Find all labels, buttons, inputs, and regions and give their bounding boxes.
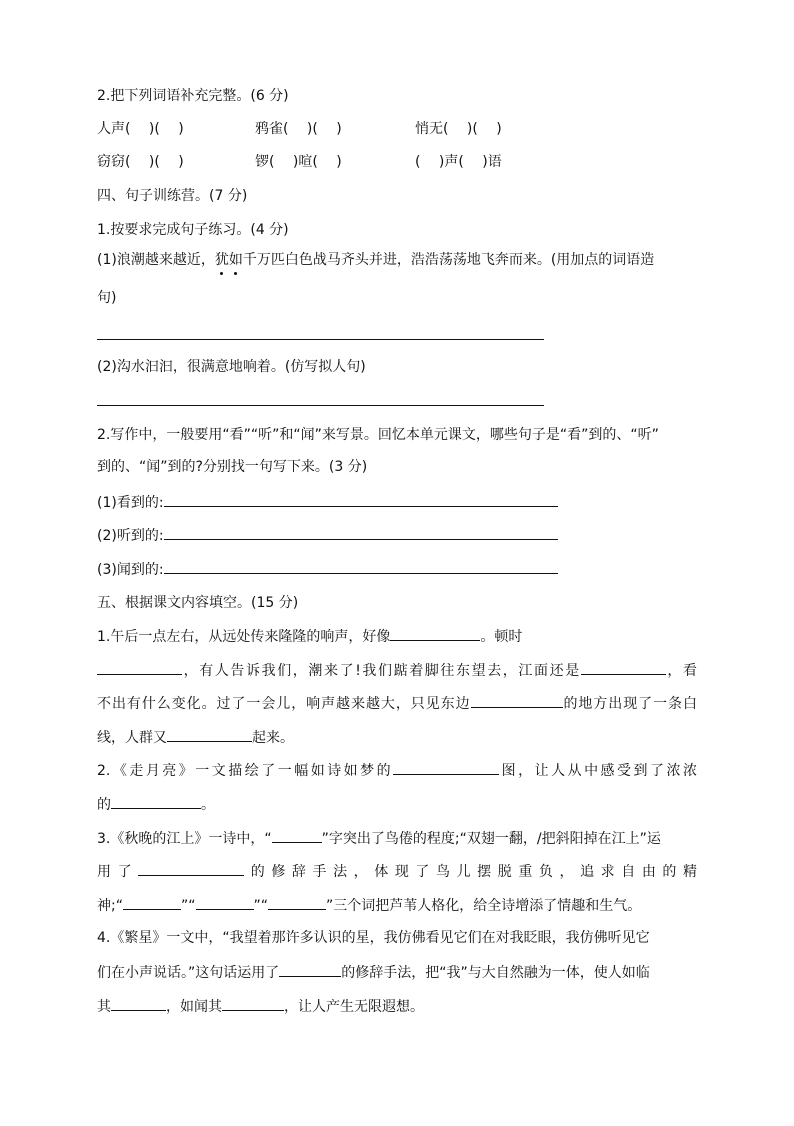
word-item: ( )声( )语 [415, 154, 502, 170]
section-4-title: 四、句子训练营。(7 分) [97, 188, 248, 204]
dotted-char: 如 [228, 252, 243, 268]
s5-q4-line [97, 962, 650, 983]
text-segment: 3.《秋晚的江上》一诗中，“ [97, 831, 272, 847]
text-segment: ”字突出了鸟倦的程度;“双翅一翻，/把斜阳掉在江上”运 [321, 831, 661, 847]
answer-blank[interactable] [111, 996, 166, 1011]
text-segment: ”“ [180, 898, 196, 914]
word-item: 锣( )喧( ) [255, 154, 342, 170]
answer-blank[interactable] [164, 525, 558, 540]
s5-q1-line [97, 693, 697, 714]
s4-q1-1-text [97, 250, 654, 270]
s5-q1-line [97, 626, 522, 647]
s4-q1-2-text: (2)沟水汩汩，很满意地响着。(仿写拟人句) [97, 359, 366, 375]
s4-q1-title: 1.按要求完成句子练习。(4 分) [97, 222, 289, 238]
answer-blank[interactable] [268, 895, 326, 910]
text-segment: 的修辞手法，把“我”与大自然融为一体，使人如临 [341, 965, 650, 981]
text-segment: 的地方出现了一条白 [562, 696, 698, 712]
s5-q1-line [97, 660, 697, 681]
s5-q4-line [97, 996, 424, 1017]
answer-blank[interactable] [123, 895, 181, 910]
text-segment: 用了 [97, 864, 139, 880]
text-segment: 线，人群又 [97, 730, 167, 746]
answer-blank[interactable] [196, 895, 254, 910]
answer-blank[interactable] [390, 626, 480, 641]
answer-blank[interactable] [167, 727, 252, 742]
text-segment: 其 [97, 999, 111, 1015]
item-label: (2)听到的: [97, 528, 164, 544]
answer-blank[interactable] [164, 559, 558, 574]
word-item: 鸦雀( )( ) [255, 121, 342, 137]
s5-q2-line [97, 760, 697, 781]
s5-q1-line [97, 727, 294, 748]
text-segment: 图，让人从中感受到了浓浓 [499, 763, 697, 779]
dotted-char: 犹 [214, 252, 229, 268]
s5-q3-line [97, 828, 661, 849]
s5-q2-line [97, 794, 215, 815]
s4-q2-text: 2.写作中，一般要用“看”“听”和“闻”来写景。回忆本单元课文，哪些句子是“看”到的、“听” [97, 427, 659, 443]
text-segment: 起来。 [252, 730, 294, 746]
answer-blank[interactable] [97, 660, 182, 675]
text-segment: 千万匹白色战马齐头并进，浩浩荡荡地飞奔而来。(用加点的词语造 [242, 252, 655, 268]
word-item: 窃窃( )( ) [97, 154, 184, 170]
text-segment: 2.《走月亮》一文描绘了一幅如诗如梦的 [97, 763, 394, 779]
s4-q2-text-cont: 到的、“闻”到的?分别找一句写下来。(3 分) [97, 459, 368, 475]
answer-blank[interactable] [111, 794, 201, 809]
word-item: 人声( )( ) [97, 121, 184, 137]
text-segment: 。顿时 [480, 629, 523, 645]
text-segment: ，有人告诉我们，潮来了!我们踮着脚往东望去，江面还是 [182, 663, 581, 679]
text-segment: 的 [97, 797, 111, 813]
text-segment: ，看 [665, 663, 697, 679]
answer-blank[interactable] [279, 962, 341, 977]
s5-q4-line: 4.《繁星》一文中，“我望着那许多认识的星，我仿佛看见它们在对我眨眼，我仿佛听见它 [97, 930, 650, 946]
answer-blank[interactable] [138, 861, 244, 876]
answer-blank[interactable] [222, 996, 284, 1011]
answer-blank[interactable] [164, 492, 558, 507]
s5-q3-line [97, 861, 697, 882]
text-segment: 的修辞手法，体现了鸟儿摆脱重负，追求自由的精 [244, 864, 698, 880]
answer-blank[interactable] [471, 693, 563, 708]
s4-q1-1-text-cont: 句) [97, 290, 117, 306]
text-segment: 1.午后一点左右，从远处传来隆隆的响声，好像 [97, 629, 391, 645]
item-label: (3)闻到的: [97, 562, 164, 578]
s4-q2-item [97, 492, 558, 513]
answer-blank[interactable] [393, 760, 499, 775]
s4-q2-item [97, 525, 558, 546]
text-segment: 不出有什么变化。过了一会儿，响声越来越大，只见东边 [97, 696, 471, 712]
s5-q3-line [97, 895, 641, 916]
text-segment: ，让人产生无限遐想。 [284, 999, 424, 1015]
s4-q2-item [97, 559, 558, 580]
text-segment: 们在小声说话。”这句话运用了 [97, 965, 280, 981]
answer-line[interactable] [97, 405, 544, 406]
section-5-title: 五、根据课文内容填空。(15 分) [97, 595, 299, 611]
question-2-title: 2.把下列词语补充完整。(6 分) [97, 88, 289, 104]
text-segment: 神;“ [97, 898, 123, 914]
answer-line[interactable] [97, 339, 544, 340]
text-segment: ”三个词把芦苇人格化，给全诗增添了情趣和生气。 [326, 898, 642, 914]
text-segment: (1)浪潮越来越近， [97, 252, 215, 268]
answer-blank[interactable] [272, 828, 322, 843]
text-segment: ，如闻其 [166, 999, 222, 1015]
item-label: (1)看到的: [97, 495, 164, 511]
text-segment: 。 [201, 797, 215, 813]
word-item: 悄无( )( ) [415, 121, 502, 137]
text-segment: ”“ [253, 898, 269, 914]
answer-blank[interactable] [581, 660, 666, 675]
